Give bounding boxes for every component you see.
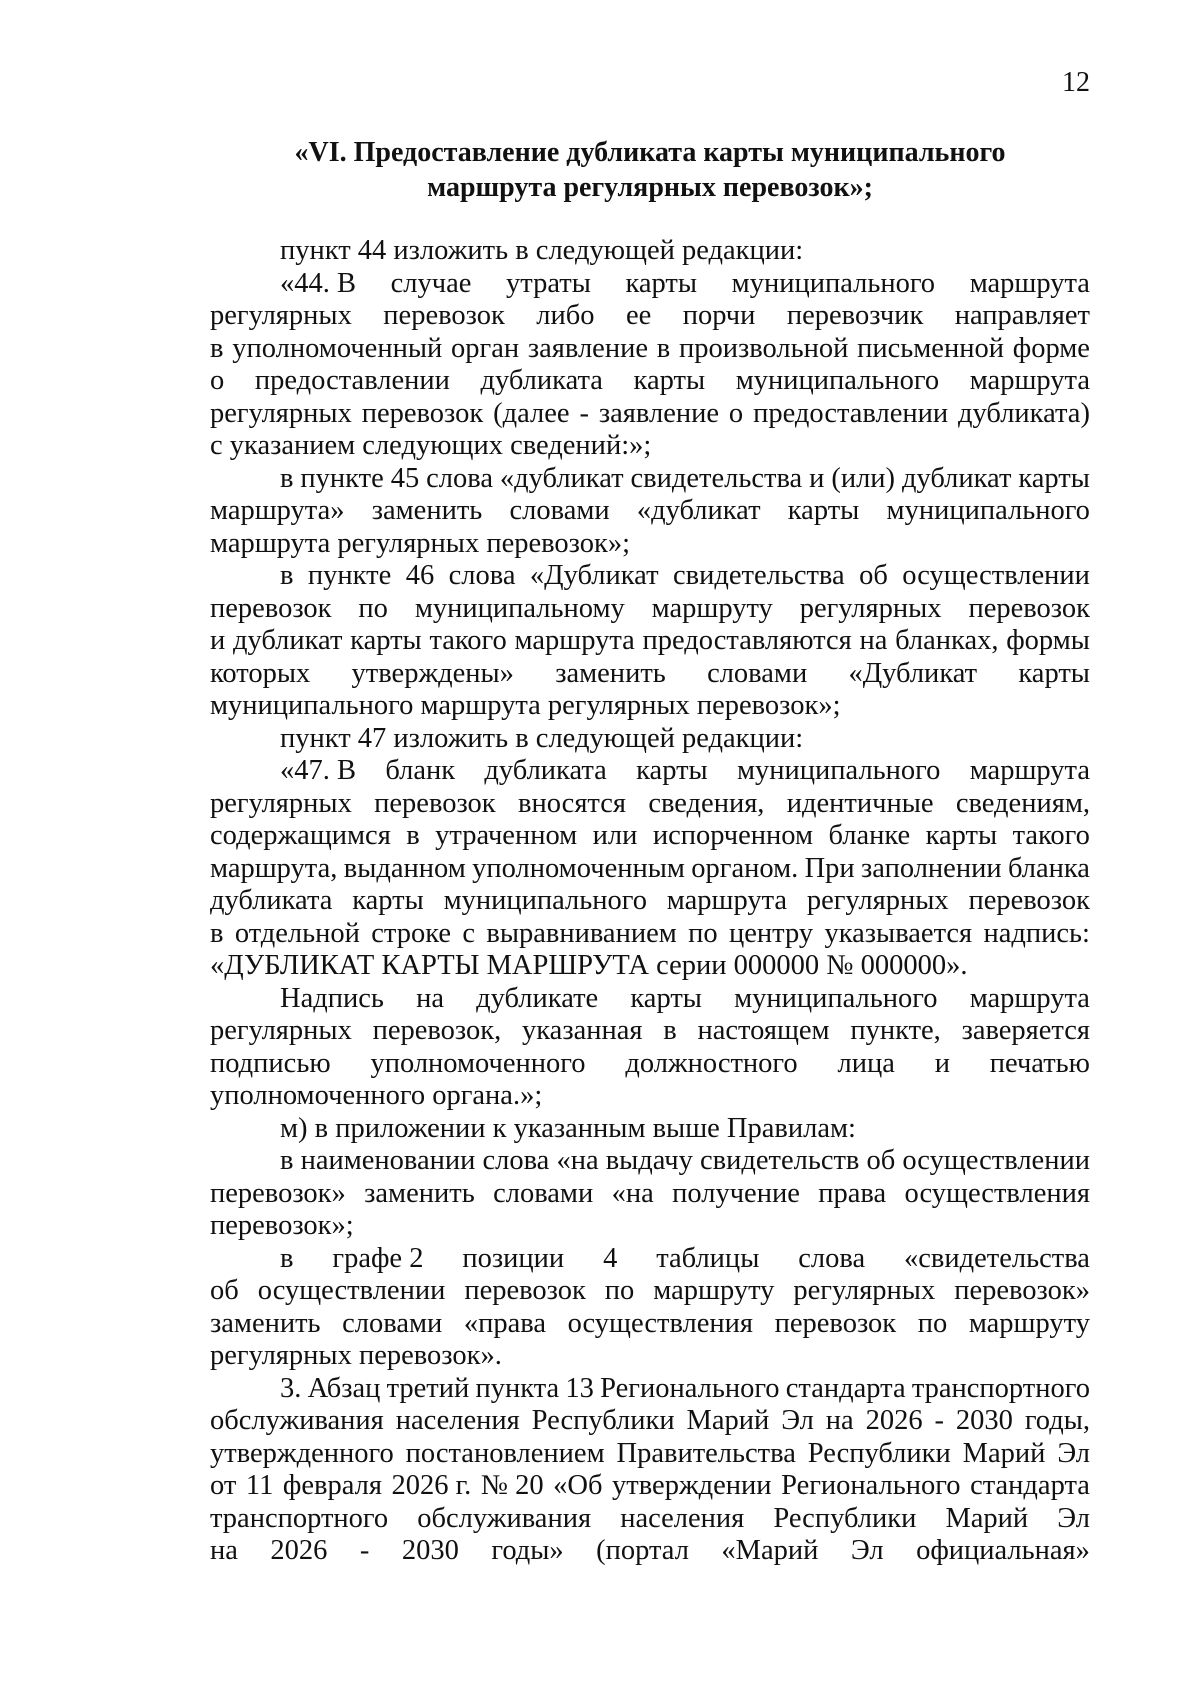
text-line xyxy=(210,560,1090,593)
word: регулярных xyxy=(793,1275,936,1306)
text-line xyxy=(210,1275,1090,1308)
text-line xyxy=(210,1470,1090,1503)
word: карты xyxy=(625,267,698,299)
word: населения xyxy=(395,1405,520,1436)
word: бланк xyxy=(385,755,456,786)
word: «дубликат xyxy=(499,462,624,494)
word: При xyxy=(804,852,855,884)
text-line xyxy=(210,723,1090,756)
text-line xyxy=(210,235,1090,268)
word: муниципального xyxy=(734,982,938,1014)
word: осуществления xyxy=(904,1177,1090,1209)
word: уполномоченным xyxy=(472,852,685,884)
word: в xyxy=(406,820,420,851)
word: маршрута xyxy=(514,625,635,656)
word: центру xyxy=(729,917,814,949)
word: регулярных xyxy=(806,885,949,916)
text-line xyxy=(210,300,1090,333)
word: - xyxy=(359,1535,370,1566)
word: муниципального xyxy=(737,755,941,786)
word: с xyxy=(462,917,476,949)
word: органом. xyxy=(691,852,799,884)
word: 4 xyxy=(603,1242,618,1274)
word: идентичные xyxy=(786,787,934,819)
word: Марий xyxy=(962,1437,1046,1469)
word: перевозок xyxy=(374,787,496,819)
word: надпись: xyxy=(983,917,1090,949)
word: перевозок xyxy=(383,300,505,331)
word: сведения, xyxy=(648,787,765,819)
word: произвольной xyxy=(678,332,849,364)
text-line xyxy=(210,690,1090,723)
word: дубликате xyxy=(476,982,599,1014)
line-text: пункт 44 изложить в следующей редакции: xyxy=(280,235,804,266)
line-text: «ДУБЛИКАТ КАРТЫ МАРШРУТА серии 000000 № 000000». xyxy=(210,950,968,981)
word: выравниванием xyxy=(486,917,677,949)
text-line xyxy=(210,1373,1090,1406)
word: (или) xyxy=(831,462,896,494)
word: предоставляются xyxy=(642,625,852,656)
word: на xyxy=(210,1535,238,1566)
word: «на xyxy=(556,1145,599,1176)
word: «дубликат xyxy=(636,495,761,526)
word: годы» xyxy=(491,1535,564,1566)
word: «47. В xyxy=(280,755,357,786)
word: перевозок» xyxy=(210,1177,346,1209)
heading-line: маршрута регулярных перевозок»; xyxy=(427,172,873,203)
text-line xyxy=(210,1080,1090,1113)
word: обслуживания xyxy=(210,1405,384,1436)
text-line xyxy=(210,268,1090,301)
word: утраченном xyxy=(435,820,578,851)
word: перевозок xyxy=(774,1307,897,1339)
word: № 20 xyxy=(480,1470,544,1501)
text-line xyxy=(210,1535,1090,1568)
line-text: пункт 47 изложить в следующей редакции: xyxy=(280,722,804,754)
word: пункте, xyxy=(850,1015,941,1046)
word: бланках, xyxy=(895,625,999,656)
word: дубликата xyxy=(480,365,603,396)
word: лица xyxy=(837,1047,895,1079)
word: либо xyxy=(536,300,595,331)
word: 2030 xyxy=(401,1535,459,1566)
word: свидетельства xyxy=(630,462,803,494)
word: регулярных xyxy=(210,1015,352,1046)
word: маршрута, xyxy=(210,852,338,884)
word: Регионального xyxy=(781,1470,961,1501)
word: 11 xyxy=(245,1470,274,1501)
word: Правительства xyxy=(616,1437,796,1469)
word: бланке xyxy=(828,820,911,851)
line-text: маршрута регулярных перевозок»; xyxy=(210,527,630,559)
word: «Об xyxy=(553,1470,603,1501)
heading-line: «VI. Предоставление дубликата карты муниципального xyxy=(294,137,1006,168)
word: - xyxy=(579,397,589,429)
word: карты xyxy=(1018,657,1090,689)
word: карты xyxy=(633,365,706,396)
word: и xyxy=(809,462,825,494)
word: предоставлении xyxy=(753,397,949,429)
text-line xyxy=(210,625,1090,658)
word: о xyxy=(210,365,225,396)
word: словами xyxy=(509,495,610,526)
word: Республики xyxy=(531,1405,675,1436)
word: «Марий xyxy=(721,1535,819,1566)
word: - xyxy=(934,1405,944,1436)
text-line xyxy=(210,918,1090,951)
line-text: муниципального маршрута регулярных перевозок»; xyxy=(210,690,841,721)
word: строке xyxy=(371,917,452,949)
word: населения xyxy=(620,1502,745,1534)
word: орган xyxy=(451,332,520,364)
word: предоставлении xyxy=(254,365,450,396)
word: Эл xyxy=(1057,1437,1090,1469)
word: словами xyxy=(342,1307,443,1339)
word: в xyxy=(280,462,294,494)
text-line xyxy=(210,1340,1090,1373)
word: уполномоченного xyxy=(370,1047,586,1079)
word: 2026 xyxy=(270,1535,328,1566)
word: словами xyxy=(707,657,808,689)
word: карты xyxy=(350,625,422,656)
word: бланка xyxy=(1007,852,1090,884)
word: настоящем xyxy=(697,1015,830,1046)
word: подписью xyxy=(210,1047,331,1079)
text-line xyxy=(210,658,1090,691)
word: печатью xyxy=(989,1047,1090,1079)
word: муниципального xyxy=(731,267,936,299)
word: дубликат xyxy=(233,625,343,656)
text-line xyxy=(210,1210,1090,1243)
text-line xyxy=(210,365,1090,398)
word: утверждены» xyxy=(351,657,514,689)
word: осуществлении xyxy=(257,1275,446,1306)
text-line xyxy=(210,820,1090,853)
word: об xyxy=(866,1145,896,1176)
word: графе 2 xyxy=(332,1242,424,1274)
word: и xyxy=(210,625,226,656)
text-line xyxy=(210,885,1090,918)
word: в xyxy=(210,917,224,949)
word: в xyxy=(210,332,224,364)
word: транспортного xyxy=(911,1372,1090,1404)
word: (портал xyxy=(596,1535,689,1566)
word: должностного xyxy=(625,1047,798,1079)
text-line xyxy=(210,463,1090,496)
page-number: 12 xyxy=(1062,67,1090,98)
word: карты xyxy=(787,495,860,526)
word: перевозок xyxy=(464,1275,586,1306)
word: карты xyxy=(925,820,998,851)
word: заверяется xyxy=(961,1015,1090,1046)
text-line xyxy=(210,398,1090,431)
word: на xyxy=(825,1405,854,1436)
word: наименовании xyxy=(300,1145,476,1176)
word: свидетельств xyxy=(699,1145,860,1176)
text-line xyxy=(210,788,1090,821)
word: слова xyxy=(426,462,493,494)
text-line xyxy=(210,755,1090,788)
word: письменной xyxy=(857,332,1004,364)
word: маршрута xyxy=(969,267,1090,299)
word: 2026 xyxy=(865,1405,923,1436)
line-text: м) в приложении к указанным выше Правилам: xyxy=(280,1112,856,1144)
text-line xyxy=(210,950,1090,983)
word: по xyxy=(688,917,718,949)
word: маршруту xyxy=(968,1307,1090,1339)
text-line xyxy=(210,1438,1090,1471)
word: маршруту xyxy=(651,592,773,624)
word: маршрута xyxy=(969,365,1090,396)
word: или xyxy=(592,820,638,851)
word: Надпись xyxy=(280,982,384,1014)
text-line xyxy=(210,853,1090,886)
word: такого xyxy=(1012,820,1090,851)
word: стандарта xyxy=(970,1470,1090,1501)
word: дубликат xyxy=(902,462,1012,494)
text-line xyxy=(210,1503,1090,1536)
word: случае xyxy=(390,267,472,299)
word: утвержденного xyxy=(210,1437,394,1469)
word: от xyxy=(210,1470,237,1501)
text-line xyxy=(210,1405,1090,1438)
word: муниципального xyxy=(735,365,940,396)
word: «на xyxy=(611,1177,654,1209)
word: пункте xyxy=(300,462,384,494)
word: Республики xyxy=(773,1502,917,1534)
text-line xyxy=(210,495,1090,528)
word: заменить xyxy=(210,1307,321,1339)
word: обслуживания xyxy=(417,1502,592,1534)
word: по xyxy=(917,1307,948,1339)
word: муниципального xyxy=(886,495,1090,526)
word: которых xyxy=(210,657,311,689)
section-heading xyxy=(210,135,1090,205)
word: маршруту xyxy=(653,1275,775,1306)
word: сведениям, xyxy=(955,787,1090,819)
word: словами xyxy=(493,1177,594,1209)
word: формы xyxy=(1006,625,1090,656)
word: муниципальному xyxy=(414,592,625,624)
text-line xyxy=(210,430,1090,463)
word: карты xyxy=(630,982,702,1014)
line-text: перевозок»; xyxy=(210,1210,354,1241)
word: позиции xyxy=(462,1242,565,1274)
word: муниципального xyxy=(443,885,647,916)
word: Марий xyxy=(945,1502,1029,1534)
word: осуществления xyxy=(567,1307,754,1339)
word: порчи xyxy=(682,300,756,331)
word: маршрута xyxy=(969,755,1090,786)
word: таблицы xyxy=(656,1242,760,1274)
word: 45 xyxy=(390,462,420,494)
word: перевозок» xyxy=(954,1275,1090,1306)
word: заполнении xyxy=(861,852,1002,884)
word: форме xyxy=(1012,332,1090,364)
word: регулярных xyxy=(210,787,352,819)
word: заменить xyxy=(555,657,666,689)
word: Абзац xyxy=(307,1372,381,1404)
text-line xyxy=(210,983,1090,1016)
word: регулярных xyxy=(210,300,352,331)
word: февраля xyxy=(282,1470,382,1501)
word: «права xyxy=(463,1307,546,1339)
word: карты xyxy=(636,755,708,786)
word: 2030 xyxy=(955,1405,1013,1436)
word: перевозок xyxy=(968,885,1090,916)
word: на xyxy=(859,625,888,656)
word: в xyxy=(280,1242,294,1274)
word: свидетельства xyxy=(672,560,845,591)
word: «Дубликат xyxy=(848,657,978,689)
word: годы, xyxy=(1024,1405,1090,1436)
word: в xyxy=(280,1145,294,1176)
word: в xyxy=(663,1015,677,1046)
word: транспортного xyxy=(210,1502,389,1534)
word: вносятся xyxy=(518,787,626,819)
word: получение xyxy=(672,1177,800,1209)
word: 13 xyxy=(565,1372,594,1404)
word: направляет xyxy=(954,300,1090,331)
word: регулярных xyxy=(210,397,352,429)
word: об xyxy=(859,560,888,591)
word: утверждении xyxy=(612,1470,772,1501)
word: указанная xyxy=(522,1015,643,1046)
word: Эл xyxy=(781,1405,814,1436)
word: маршрута xyxy=(969,982,1090,1014)
word: заменить xyxy=(371,495,483,526)
word: (далее xyxy=(493,397,570,429)
word: указывается xyxy=(824,917,973,949)
word: маршрута» xyxy=(210,495,345,526)
word: на xyxy=(416,982,444,1014)
word: испорченном xyxy=(652,820,813,851)
word: Марий xyxy=(686,1405,770,1436)
line-text: регулярных перевозок». xyxy=(210,1340,502,1371)
text-line xyxy=(210,528,1090,561)
word: Республики xyxy=(807,1437,951,1469)
text-line xyxy=(210,1308,1090,1341)
word: пункте xyxy=(307,560,392,591)
document-body xyxy=(210,235,1090,1568)
word: регулярных xyxy=(799,592,942,624)
word: по xyxy=(358,592,388,624)
word: перевозок xyxy=(968,592,1090,624)
word: о xyxy=(728,397,744,429)
word: «44. В xyxy=(280,267,357,299)
word: «Дубликат xyxy=(529,560,659,591)
word: заменить xyxy=(364,1177,475,1209)
word: официальная» xyxy=(916,1535,1090,1566)
text-line xyxy=(210,1243,1090,1276)
word: заявление xyxy=(598,397,720,429)
word: уполномоченный xyxy=(232,332,443,364)
word: 46 xyxy=(405,560,435,591)
word: стандарта xyxy=(785,1372,906,1404)
word: карты xyxy=(352,885,424,916)
word: и xyxy=(934,1047,950,1079)
word: Регионального xyxy=(600,1372,780,1404)
word: Эл xyxy=(1057,1502,1090,1534)
word: слова xyxy=(448,560,516,591)
word: 2026 г. xyxy=(391,1470,472,1501)
word: заявление xyxy=(527,332,648,364)
word: в xyxy=(656,332,671,364)
text-line xyxy=(210,593,1090,626)
word: дубликата xyxy=(484,755,607,786)
word: третий xyxy=(386,1372,470,1404)
word: выдачу xyxy=(605,1145,693,1176)
word: Эл xyxy=(850,1535,884,1566)
word: права xyxy=(818,1177,887,1209)
word: перевозок xyxy=(361,397,484,429)
word: утраты xyxy=(506,267,591,299)
line-text: с указанием следующих сведений:»; xyxy=(210,430,652,461)
word: в xyxy=(280,560,294,591)
word: 3. xyxy=(280,1372,302,1404)
word: такого xyxy=(429,625,507,656)
word: дубликата xyxy=(210,885,333,916)
word: содержащимся xyxy=(210,820,391,851)
word: перевозок, xyxy=(372,1015,502,1046)
text-line xyxy=(210,1145,1090,1178)
text-line xyxy=(210,333,1090,366)
word: ее xyxy=(625,300,652,331)
word: осуществлении xyxy=(902,560,1090,591)
text-line xyxy=(210,1113,1090,1146)
word: дубликата) xyxy=(958,397,1090,429)
word: постановлением xyxy=(405,1437,605,1469)
word: пункта xyxy=(475,1372,560,1404)
word: «свидетельства xyxy=(904,1242,1090,1274)
text-line xyxy=(210,1178,1090,1211)
text-line xyxy=(210,1015,1090,1048)
word: маршрута xyxy=(666,885,788,916)
text-line xyxy=(210,1048,1090,1081)
word: перевозок xyxy=(210,592,332,624)
word: перевозчик xyxy=(786,300,924,331)
word: по xyxy=(604,1275,635,1306)
word: отдельной xyxy=(234,917,360,949)
word: карты xyxy=(1018,462,1090,494)
word: выданном xyxy=(343,852,466,884)
line-text: уполномоченного органа.»; xyxy=(210,1080,543,1111)
word: осуществлении xyxy=(902,1145,1090,1176)
word: об xyxy=(210,1275,239,1306)
word: слова xyxy=(482,1145,550,1176)
word: слова xyxy=(798,1242,866,1274)
